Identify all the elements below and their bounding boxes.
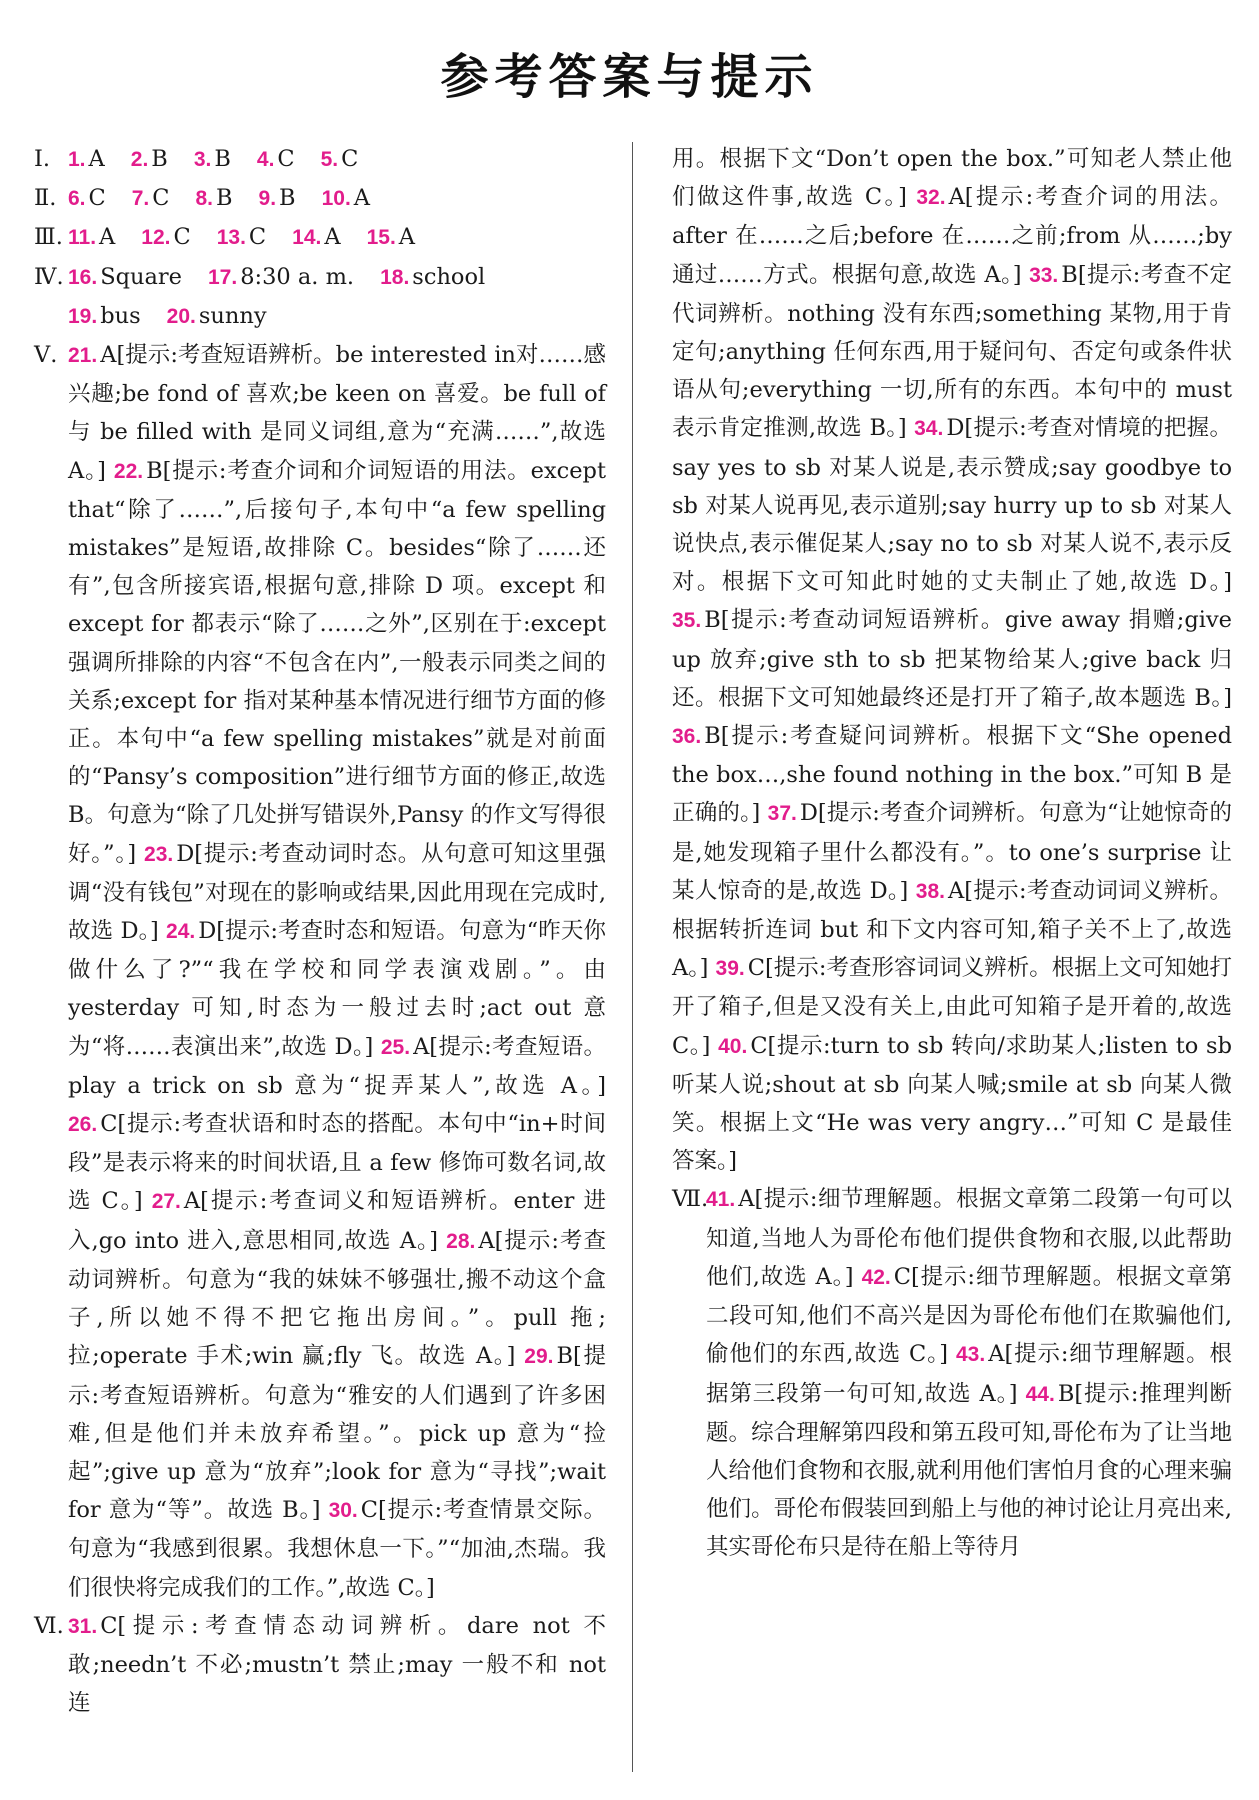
section-6 [34,1607,606,1723]
question-number: 15. [366,226,396,250]
answer-explanation: A[提示:细节理解题。根据文章第二段第一句可以知道,当地人为哥伦布他们提供食物和衣服,以此帮助他们,故选 A。] [706,1186,1232,1290]
section-7 [672,1180,1232,1566]
answer: C [173,224,191,251]
question-number: 42. [861,1265,891,1289]
question-number: 24. [166,920,196,944]
answer-explanation: C[提示:细节理解题。根据文章第二段可知,他们不高兴是因为哥伦布他们在欺骗他们,偷他们的东西,故选 C。] [706,1263,1232,1368]
question-number: 2. [130,148,149,171]
answer: school [412,263,486,290]
question-number: 37. [767,802,797,826]
column-divider [632,142,633,1772]
question-number: 23. [144,842,174,866]
question-number: 33. [1029,263,1059,287]
answer-explanation: C[提示:考查情态动词辨析。dare not 不敢;needn’t 不必;mustn’t 禁止;may 一般不和 not 连 [68,1612,606,1717]
question-number: 6. [68,187,86,211]
answer-explanation: C[提示:考查状语和时态的搭配。本句中“in+时间段”是表示将来的时间状语,且 a few 修饰可数名词,故选 C。] [68,1111,606,1215]
question-number: 32. [916,186,946,210]
answer: bus [100,302,141,329]
question-number: 22. [113,459,144,483]
question-number: 36. [672,725,702,749]
question-number: 26. [68,1113,98,1137]
question-number: 40. [718,1034,748,1058]
question-number: 19. [68,304,98,328]
question-number: 16. [68,265,98,289]
answer: C [152,185,170,212]
answer: A [324,224,341,251]
answer: C [248,224,267,251]
answer-explanation: C[提示:考查形容词词义辨析。根据上文可知她打开了箱子,但是又没有关上,由此可知箱子是开着的,故选 C。] [672,955,1232,1059]
answer-explanation: A[提示:考查短语辨析。be interested in对……感兴趣;be fond of 喜欢;be keen on 喜爱。be full of 与 be filled with 是同义词组,意为“充满……”,故选 A。] [68,342,606,484]
question-number: 1. [68,148,86,171]
answer-explanation: B[提示:考查动词短语辨析。give away 捐赠;give up 放弃;give sth to sb 把某物给某人;give back 归还。根据下文可知她最终还是打开了箱子,故本题选 B。] [672,607,1232,711]
section-2 [34,179,606,218]
answer-explanation: A[提示:细节理解题。根据第三段第一句可知,故选 A。] [706,1341,1232,1407]
page-title: 参考答案与提示 [440,49,819,105]
question-number: 9. [258,187,277,211]
answer: B [215,185,233,212]
answer-explanation: B[提示:推理判断题。综合理解第四段和第五段可知,哥伦布为了让当地人给他们食物和衣服,就利用他们害怕月食的心理来骗他们。哥伦布假装回到船上与他的神讨论让月亮出来,其实哥伦布只是待在船上等待月 [706,1380,1232,1561]
answer-explanation: A[提示:考查动词辨析。句意为“我的妹妹不够强壮,搬不动这个盒子,所以她不得不把它拖出房间。”。pull 拖;拉;operate 手术;win 赢;fly 飞。故选 A。] [68,1227,607,1370]
question-number: 20. [166,304,196,328]
question-number: 38. [915,879,945,903]
answer: Square [100,263,182,290]
section-4 [34,258,606,336]
question-number: 10. [321,187,351,211]
left-column [34,140,606,1722]
question-number: 14. [292,226,322,250]
answer: C [277,146,295,172]
section-5 [34,336,606,1607]
answer: A [398,224,416,251]
answer: B [214,146,231,172]
answer-explanation: D[提示:考查时态和短语。句意为“昨天你做什么了?”“我在学校和同学表演戏剧。”。由 yesterday 可知,时态为一般过去时;act out 意为“将……表演出来”,故选 D。] [68,918,606,1060]
answer-explanation: A[提示:考查介词的用法。after 在……之后;before 在……之前;from 从……;by 通过……方式。根据句意,故选 A。] [672,184,1232,288]
question-number: 17. [208,265,238,289]
answer-explanation: 用。根据下文“Don’t open the box.”可知老人禁止他们做这件事,故选 C。] [672,146,1232,211]
question-number: 30. [328,1499,358,1523]
question-number: 31. [68,1614,98,1638]
question-number: 29. [524,1345,554,1369]
question-number: 25. [380,1035,411,1059]
question-number: 39. [715,957,745,981]
answer-explanation: B[提示:考查不定代词辨析。nothing 没有东西;something 某物,用于肯定句;anything 任何东西,用于疑问句、否定句或条件状语从句;everything 一切,所有的东西。本句中的 must 表示肯定推测,故选 B。] [672,261,1232,442]
question-number: 5. [320,148,339,171]
answer: A [99,224,116,251]
answer-explanation: A[提示:考查词义和短语辨析。enter 进入,go into 进入,意思相同,故选 A。] [68,1188,606,1254]
answer-explanation: C[提示:turn to sb 转向/求助某人;listen to sb 听某人说;shout at sb 向某人喊;smile at sb 向某人微笑。根据上文“He was very angry…”可知 C 是最佳答案。] [672,1032,1233,1175]
question-number: 34. [914,417,944,441]
question-number: 28. [446,1229,476,1253]
section-roman: Ⅴ. [34,342,58,369]
answer-explanation: A[提示:考查短语。play a trick on sb 意为“捉弄某人”,故选 A。] [68,1033,607,1099]
question-number: 8. [195,187,213,211]
question-number: 12. [141,226,171,250]
answer-explanation: D[提示:考查介词辨析。句意为“让她惊奇的是,她发现箱子里什么都没有。”。to one’s surprise 让某人惊奇的是,故选 D。] [672,800,1232,904]
answer: C [88,185,106,212]
question-number: 35. [672,609,702,633]
answer: A [88,146,105,172]
question-number: 4. [256,148,275,171]
question-number: 44. [1025,1382,1055,1406]
question-number: 3. [193,148,212,171]
answer: B [151,146,168,172]
question-number: 7. [131,187,150,211]
answer-explanation: A[提示:考查动词词义辨析。根据转折连词 but 和下文内容可知,箱子关不上了,故选 A。] [672,877,1233,982]
question-number: 11. [68,226,97,250]
section-1 [34,140,606,179]
question-number: 41. [706,1188,736,1212]
section-roman: Ⅶ. [672,1186,709,1213]
question-number: 43. [956,1343,986,1367]
section-roman: Ⅰ. [34,146,51,172]
answer: C [341,146,359,172]
answer-explanation: D[提示:考查对情境的把握。say yes to sb 对某人说是,表示赞成;say goodbye to sb 对某人说再见,表示道别;say hurry up to sb 对某人说快点,表示催促某人;say no to sb 对某人说不,表示反对。根据下文可知此时她的丈夫制止了她,故选 D。] [672,415,1232,596]
answer: B [279,185,296,212]
section-6-continued [672,140,1232,1180]
right-column [672,140,1232,1567]
question-number: 13. [216,226,246,250]
question-number: 27. [151,1190,181,1214]
answer-explanation: B[提示:考查短语辨析。句意为“雅安的人们遇到了许多困难,但是他们并未放弃希望。”。pick up 意为“捡起”;give up 意为“放弃”;look for 意为“寻找”;wait for 意为“等”。故选 B。] [68,1343,606,1524]
answer-explanation: C[提示:考查情景交际。句意为“我感到很累。我想休息一下。”“加油,杰瑞。我们很快将完成我们的工作。”,故选 C。] [68,1497,606,1601]
question-number: 18. [380,265,410,289]
answer-explanation: B[提示:考查疑问词辨析。根据下文“She opened the box…,she found nothing in the box.”可知 B 是正确的。] [672,723,1232,827]
answer: A [353,185,371,212]
section-roman: Ⅲ. [34,224,63,251]
answer-explanation: B[提示:考查介词和介词短语的用法。except that“除了……”,后接句子,本句中“a few spelling mistakes”是短语,故排除 C。besides“除了……还有”,包含所接宾语,根据句意,排除 D 项。except 和 except for 都表示“除了……之外”,区别在于:except 强调所排除的内容“不包含在内”,一般表示同类之间的关系;except for 指对某种基本情况进行细节方面的修正。本句中“a few spelling mistakes”就是对前面的“Pansy’s composition”进行细节方面的修正,故选 B。句意为“除了几处拼写错误外,Pansy 的作文写得很好。”。] [68,457,606,867]
answer: 8:30 a. m. [240,263,355,290]
answer: sunny [198,302,267,329]
section-roman: Ⅳ. [34,263,64,290]
section-roman: Ⅱ. [34,185,57,212]
section-3 [34,218,606,257]
answer-explanation: D[提示:考查动词时态。从句意可知这里强调“没有钱包”对现在的影响或结果,因此用现在完成时,故选 D。] [68,840,607,945]
section-roman: Ⅵ. [34,1612,64,1639]
question-number: 21. [68,344,98,368]
